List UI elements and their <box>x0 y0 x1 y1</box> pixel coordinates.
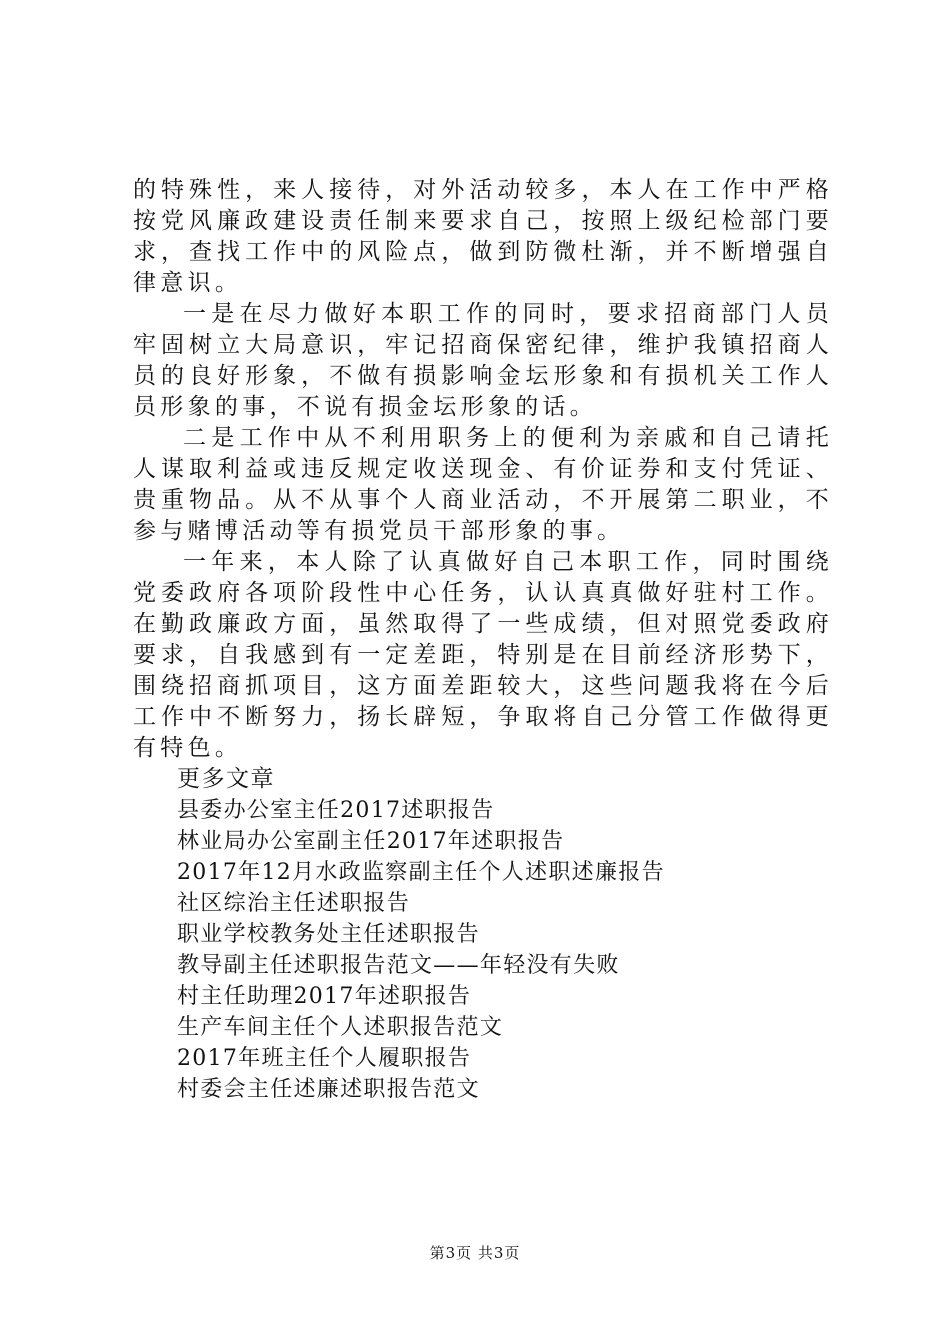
paragraph-summary: 一年来，本人除了认真做好自己本职工作，同时围绕党委政府各项阶段性中心任务，认认真真做好驻村工作。在勤政廉政方面，虽然取得了一些成绩，但对照党委政府要求，自我感到有一定差距，特别是在目前经济形势下，围绕招商抓项目，这方面差距较大，这些问题我将在今后工作中不断努力，扬长辟短，争取将自己分管工作做得更有特色。 <box>133 549 833 761</box>
article-link-4-text[interactable]: 社区综治主任述职报告 <box>177 891 411 916</box>
article-link-5[interactable] <box>133 919 833 950</box>
article-link-6-text[interactable]: 教导副主任述职报告范文——年轻没有失败 <box>177 953 620 978</box>
paragraph-second-point: 二是工作中从不利用职务上的便利为亲戚和自己请托人谋取利益或违反规定收送现金、有价证券和支付凭证、贵重物品。从不从事个人商业活动，不开展第二职业，不参与赌博活动等有损党员干部形象的事。 <box>133 425 833 544</box>
article-link-10[interactable] <box>133 1074 833 1105</box>
article-link-9-text[interactable]: 2017年班主任个人履职报告 <box>177 1046 472 1071</box>
more-articles-heading: 更多文章 <box>177 766 275 792</box>
article-link-6[interactable] <box>133 950 833 981</box>
article-link-2[interactable] <box>133 826 833 857</box>
article-link-4[interactable] <box>133 888 833 919</box>
article-link-3-text[interactable]: 2017年12月水政监察副主任个人述职述廉报告 <box>177 860 665 885</box>
article-link-5-text[interactable]: 职业学校教务处主任述职报告 <box>177 922 480 947</box>
article-link-8[interactable] <box>133 1012 833 1043</box>
page-number-label: 第3页 共3页 <box>429 1244 521 1262</box>
paragraph-first-point: 一是在尽力做好本职工作的同时，要求招商部门人员牢固树立大局意识，牢记招商保密纪律，维护我镇招商人员的良好形象，不做有损影响金坛形象和有损机关工作人员形象的事，不说有损金坛形象的话。 <box>133 301 833 420</box>
more-articles-list <box>133 795 833 1105</box>
article-link-1-text[interactable]: 县委办公室主任2017述职报告 <box>177 798 495 823</box>
article-link-1[interactable] <box>133 795 833 826</box>
article-link-7-text[interactable]: 村主任助理2017年述职报告 <box>177 984 472 1009</box>
article-link-3[interactable] <box>133 857 833 888</box>
more-articles-section <box>133 764 833 1105</box>
article-link-9[interactable] <box>133 1043 833 1074</box>
document-body <box>133 175 833 1105</box>
paragraph-continuation: 的特殊性，来人接待，对外活动较多，本人在工作中严格按党风廉政建设责任制来要求自己，按照上级纪检部门要求，查找工作中的风险点，做到防微杜渐，并不断增强自律意识。 <box>133 177 833 296</box>
article-link-2-text[interactable]: 林业局办公室副主任2017年述职报告 <box>177 829 565 854</box>
article-link-8-text[interactable]: 生产车间主任个人述职报告范文 <box>177 1015 504 1040</box>
page-footer <box>0 1243 950 1263</box>
article-link-7[interactable] <box>133 981 833 1012</box>
article-link-10-text[interactable]: 村委会主任述廉述职报告范文 <box>177 1077 480 1102</box>
